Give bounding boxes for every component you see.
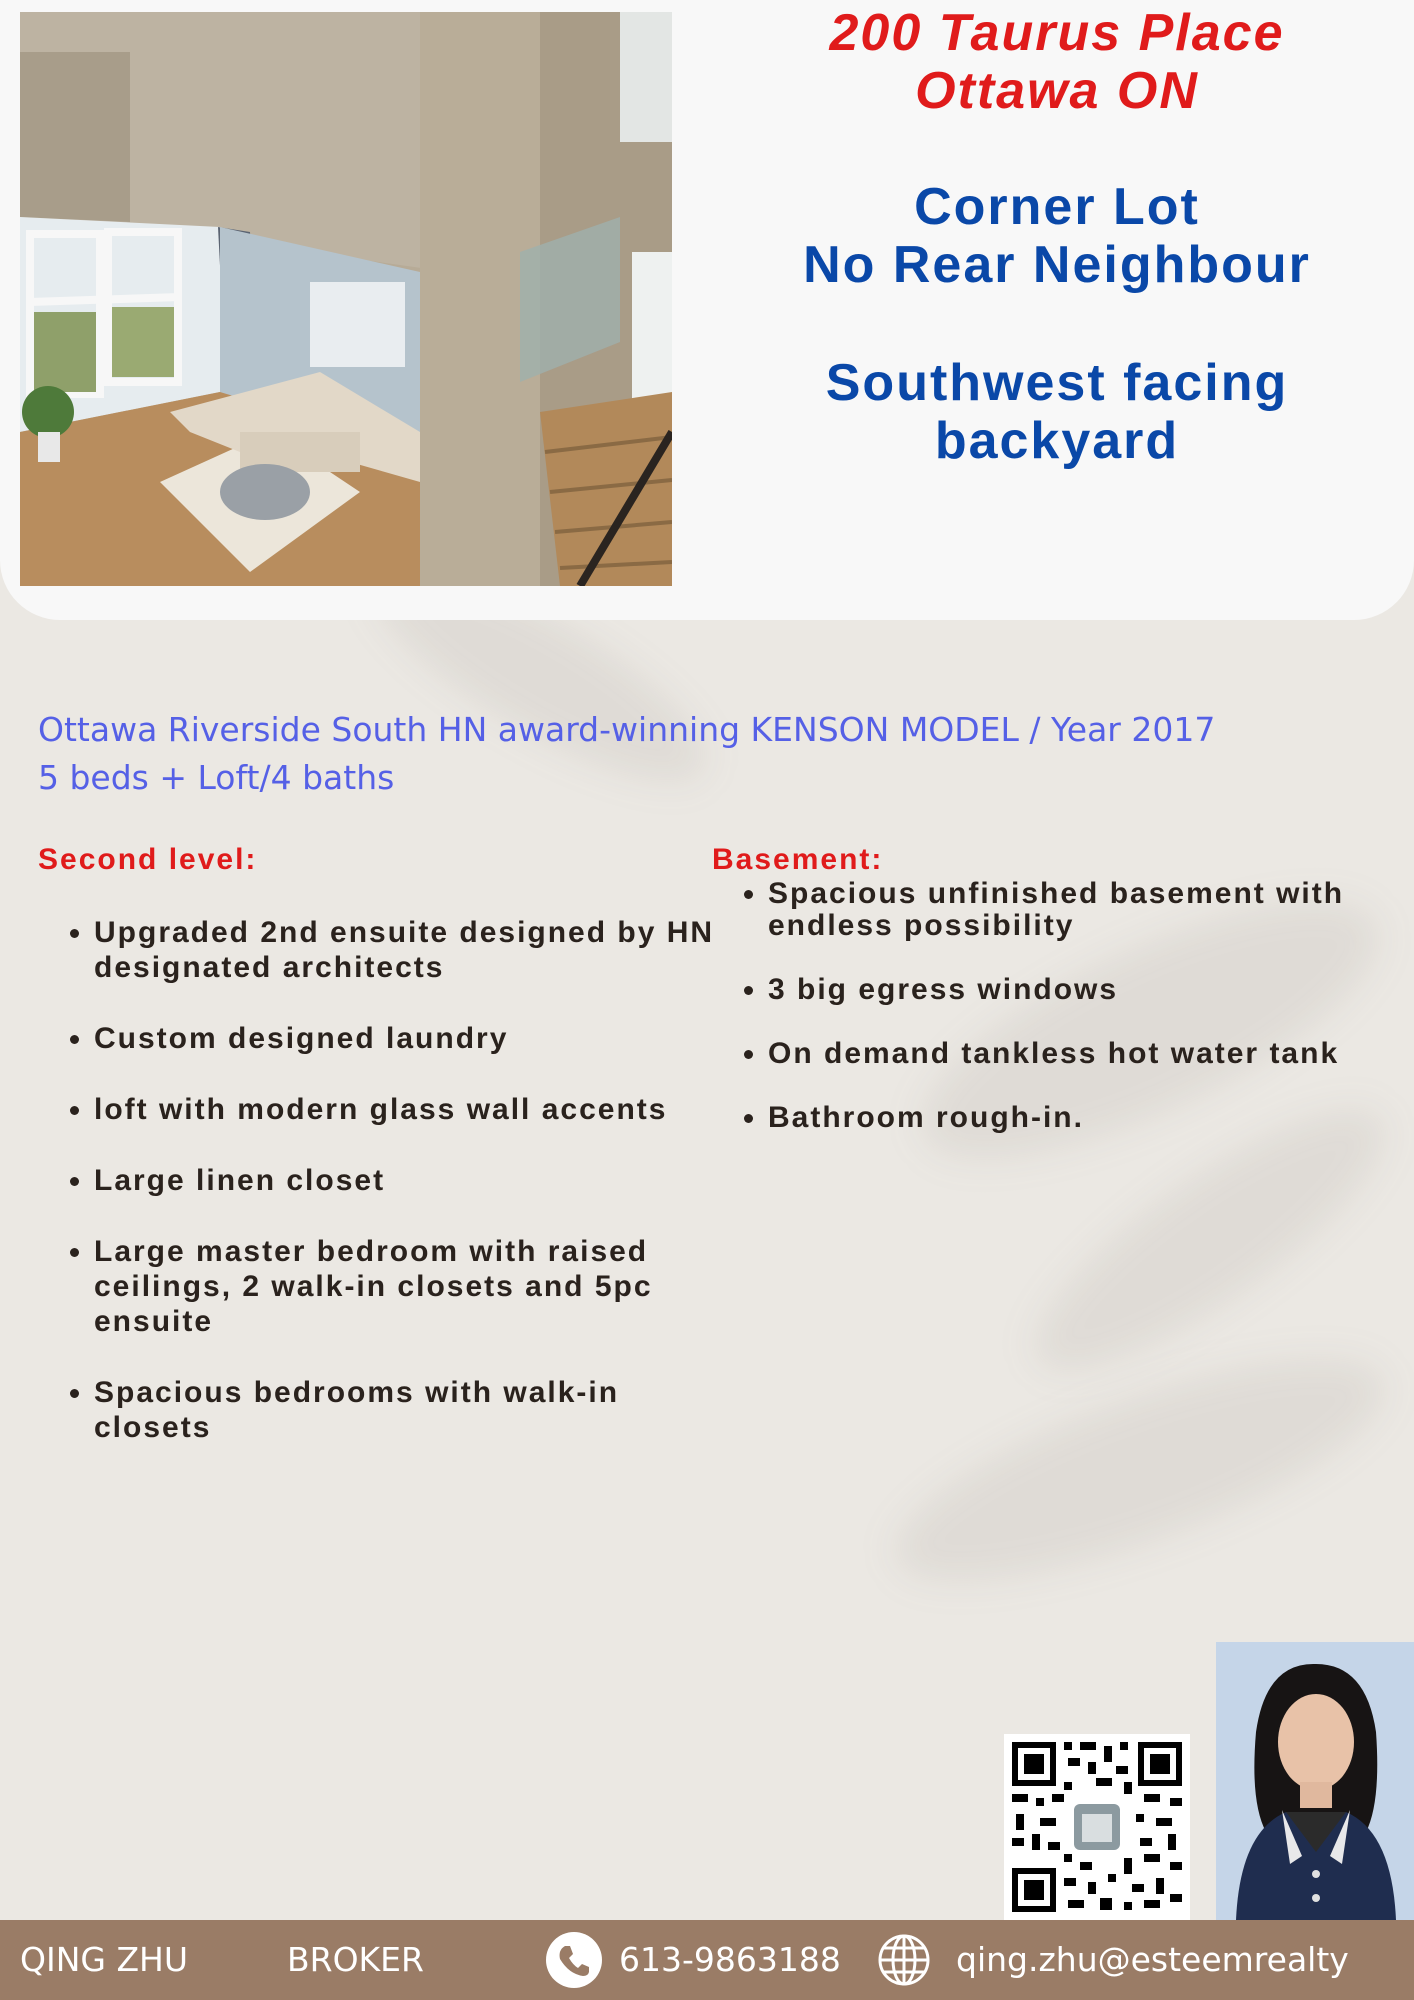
feature-no-rear-neighbour: No Rear Neighbour: [803, 236, 1311, 294]
palm-shadow: [872, 1315, 1409, 1624]
basement-list: [712, 878, 1414, 1166]
basement-heading: Basement:: [712, 843, 884, 876]
qr-code[interactable]: [1004, 1734, 1190, 1920]
living-room-photo: [20, 12, 672, 586]
globe-icon: [876, 1932, 932, 1988]
email-address[interactable]: qing.zhu@esteemrealty: [956, 1940, 1349, 1979]
list-item: • On demand tankless hot water tank: [768, 1038, 1414, 1070]
list-item: • Custom designed laundry: [94, 1021, 734, 1056]
intro-text: [38, 706, 1378, 802]
agent-title: BROKER: [287, 1940, 424, 1979]
list-item: • Spacious unfinished basement with endless possibility: [768, 878, 1414, 942]
list-item: • loft with modern glass wall accents: [94, 1092, 734, 1127]
phone-number[interactable]: 613-9863188: [619, 1940, 841, 1979]
header-card: [0, 0, 1414, 620]
intro-line-model: Ottawa Riverside South HN award-winning KENSON MODEL / Year 2017: [38, 710, 1216, 749]
feature-corner-lot: Corner Lot: [914, 178, 1200, 236]
title-block: [700, 0, 1414, 470]
list-item: • Large linen closet: [94, 1163, 734, 1198]
intro-line-beds: 5 beds + Loft/4 baths: [38, 758, 395, 797]
feature-backyard: backyard: [934, 412, 1180, 470]
list-item: • Spacious bedrooms with walk-in closets: [94, 1375, 734, 1445]
list-item: • Large master bedroom with raised ceilings, 2 walk-in closets and 5pc ensuite: [94, 1234, 734, 1339]
list-item: • Upgraded 2nd ensuite designed by HN designated architects: [94, 915, 734, 985]
second-level-heading: Second level:: [38, 843, 258, 876]
agent-photo: [1216, 1642, 1414, 1920]
feature-southwest-facing: Southwest facing: [825, 354, 1289, 412]
second-level-list: [38, 915, 734, 1481]
phone-icon: [546, 1932, 602, 1988]
address-line-2: Ottawa ON: [915, 62, 1199, 120]
address-line-1: 200 Taurus Place: [829, 4, 1285, 62]
list-item: • 3 big egress windows: [768, 974, 1414, 1006]
footer-bar: [0, 1920, 1414, 2000]
agent-name: QING ZHU: [20, 1940, 189, 1979]
list-item: • Bathroom rough-in.: [768, 1102, 1414, 1134]
